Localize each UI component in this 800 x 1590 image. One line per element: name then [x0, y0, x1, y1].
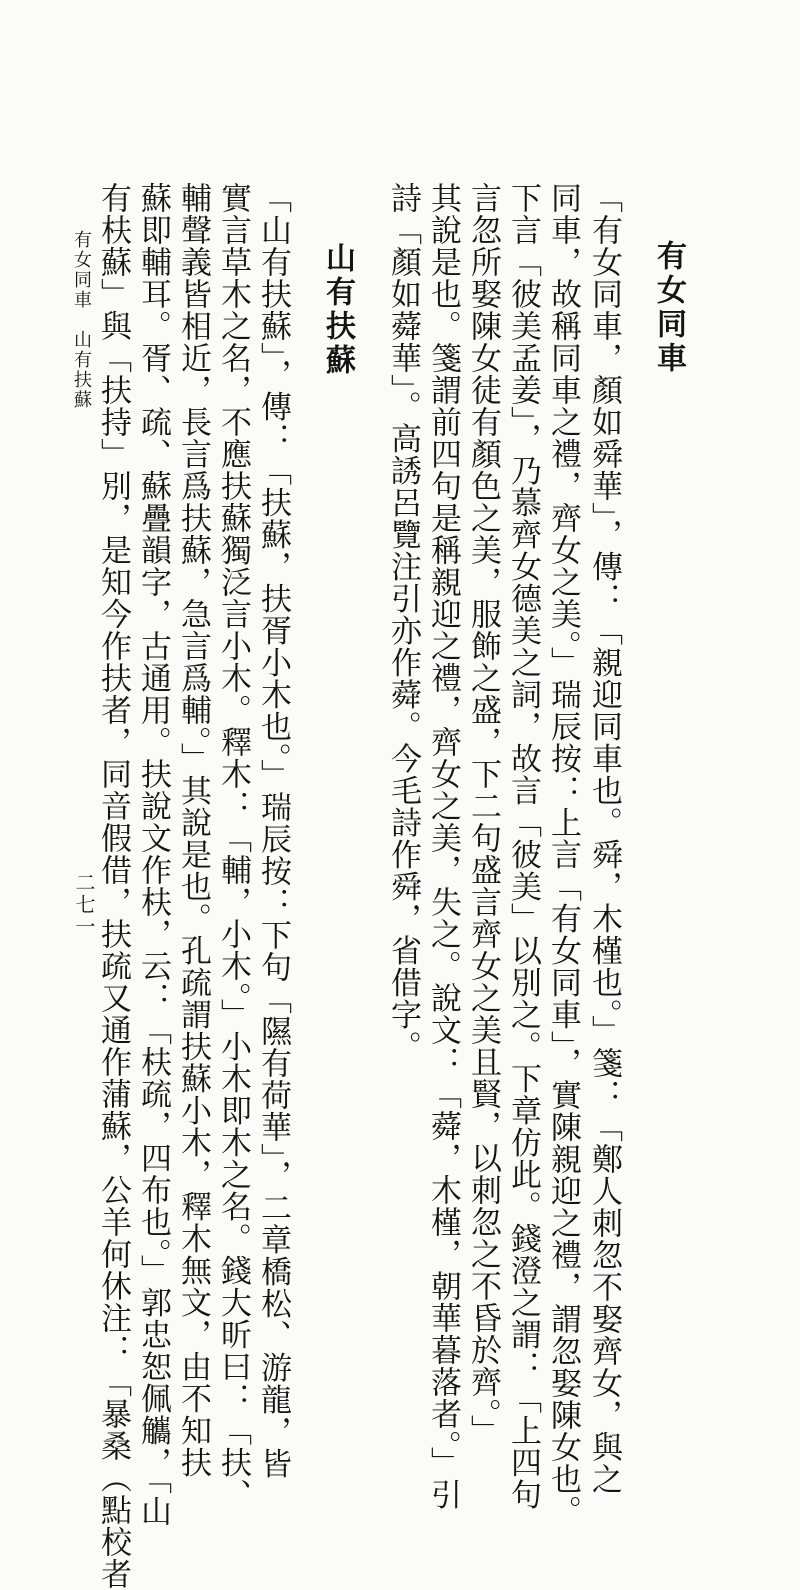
- text-column: 蘇即輔耳。胥、疏、蘇疊韻字，古通用。扶說文作枎，云：「枎疏，四布也。」郭忠恕佩觿，「山: [135, 182, 171, 1527]
- text-column: 言忽所娶陳女徒有顏色之美，服飾之盛，下二句盛言齊女之美且賢，以刺忽之不昏於齊。」: [465, 182, 501, 1447]
- text-column: 「山有扶蘇」，傳：「扶蘇，扶胥小木也。」瑞辰按：下句「隰有荷華」，二章橋松、游龍，皆: [255, 182, 291, 1480]
- text-column: 詩「顏如蕣華」。高誘呂覽注引亦作蕣。今毛詩作舜，省借字。: [385, 182, 421, 1063]
- text-column: 「有女同車，顏如舜華」，傳：「親迎同車也。舜，木槿也。」箋：「鄭人刺忽不娶齊女，與之: [586, 182, 622, 1495]
- page-number: 二七一: [72, 872, 96, 938]
- text-column: 輔聲義皆相近，長言爲扶蘇，急言爲輔。」其說是也。孔疏謂扶蘇小木，釋木無文，由不知扶: [175, 182, 211, 1479]
- running-head: 有女同車 山有扶蘇: [71, 230, 92, 410]
- section-title-shan-you-fu-su: 山有扶蘇: [320, 242, 355, 378]
- section-title-you-nu-tong-che: 有女同車: [651, 240, 686, 376]
- text-column: 有枎蘇」與「扶持」別，是知今作扶者，同音假借，扶疏又通作蒲蘇，公羊何休注：「暴桑（點校者: [95, 182, 131, 1590]
- text-column: 實言草木之名，不應扶蘇獨泛言小木。釋木：「輔，小木。」小木即木之名。錢大昕曰：「扶、: [215, 182, 251, 1511]
- text-column: 同車，故稱同車之禮，齊女之美。」瑞辰按：上言「有女同車」，實陳親迎之禮，謂忽娶陳女也。: [545, 182, 581, 1527]
- text-column: 其說是也。箋謂前四句是稱親迎之禮，齊女之美，失之。說文：「蕣，木槿，朝華暮落者。」引: [425, 182, 461, 1511]
- text-column: 下言「彼美孟姜」，乃慕齊女德美之詞，故言「彼美」以別之。下章仿此。錢澄之謂：「上四句: [505, 182, 541, 1511]
